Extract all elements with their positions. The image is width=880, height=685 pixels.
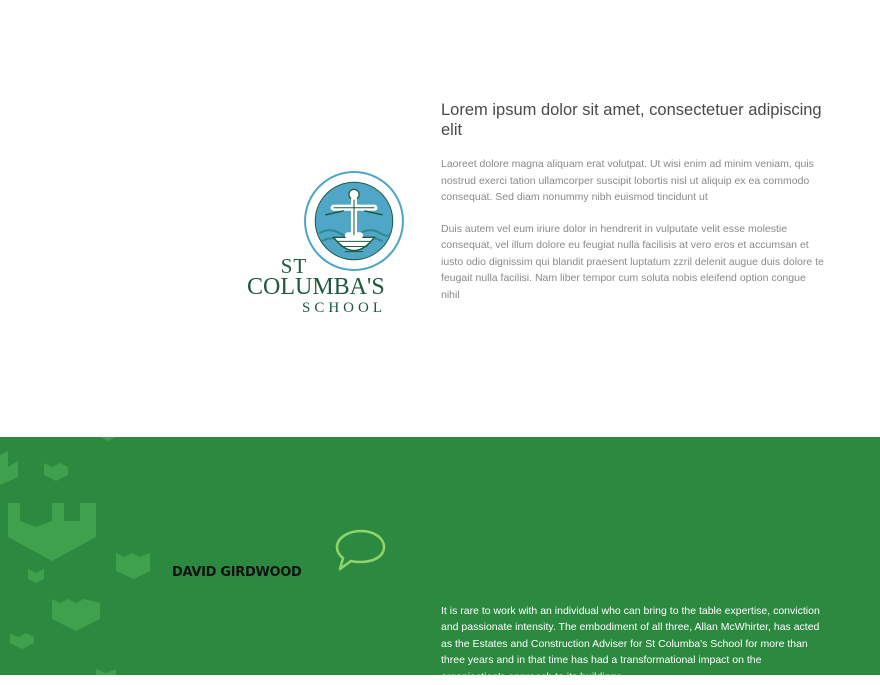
school-logo [246, 168, 406, 320]
testimonial-quote: It is rare to work with an individual who can bring to the table expertise, conviction and passionate intensity. The embodiment of all three, Allan McWhirter, has acted as the Estates and Construction Adviser for St Columba's School for more than three years and in that time has had a transformational impact on the organisation's approach to its buildings [441, 605, 820, 683]
testimonial-section [0, 437, 880, 683]
logo-text-st: ST [280, 254, 308, 278]
testimonial-author-name: DAVID GIRDWOOD [172, 565, 302, 580]
intro-text-block [441, 100, 826, 303]
logo-text-columbas: COLUMBA'S [247, 274, 385, 300]
intro-paragraph: Duis autem vel eum iriure dolor in hendrerit in vulputate velit esse molestie consequat, vel illum dolore eu feugiat nulla facilisis at vero eros et accumsan et iusto odio dignissim qui blandit praesent luptatum zzril delenit augue duis dolore te feugait nulla facilisi. Nam liber tempor cum soluta nobis eleifend option congue nihil [441, 222, 824, 301]
intro-heading: Lorem ipsum dolor sit amet, consectetuer adipiscing elit [441, 101, 822, 139]
decorative-pattern [0, 437, 180, 675]
speech-bubble-icon [334, 527, 388, 571]
logo-text-school: SCHOOL [302, 300, 387, 316]
intro-paragraph: Laoreet dolore magna aliquam erat volutpat. Ut wisi enim ad minim veniam, quis nostrud exerci tation ullamcorper suscipit lobortis nisl ut aliquip ex ea commodo consequat. Sed diam nonummy nibh euismod tincidunt ut [441, 158, 814, 203]
